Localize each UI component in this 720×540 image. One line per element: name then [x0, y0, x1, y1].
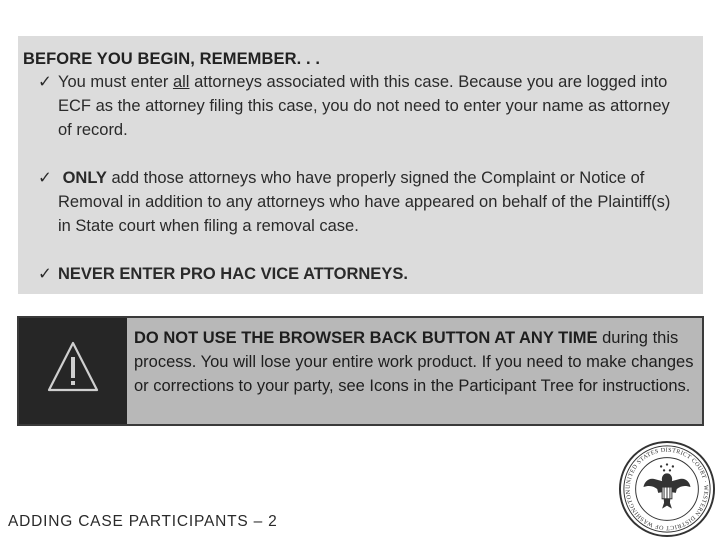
reminder-item-text-part: You must enter	[58, 73, 173, 91]
checkmark-icon: ✓	[38, 73, 52, 91]
reminder-item-text	[38, 70, 683, 142]
reminder-box	[18, 36, 703, 294]
seal-text: UNITED STATES DISTRICT COURT · WESTERN DISTRICT OF WASHINGTON	[625, 447, 709, 531]
warning-triangle-icon	[46, 340, 100, 394]
reminder-item-only-signed-attorneys	[38, 166, 683, 238]
reminder-item-text-part: add those attorneys who have properly signed the Complaint or Notice of Removal in addition to any attorneys who have appeared on behalf of the Plaintiff(s) in State court when filing a removal case.	[58, 169, 671, 235]
warning-text	[134, 326, 694, 398]
reminder-item-enter-all-attorneys	[38, 70, 683, 142]
reminder-item-no-pro-hac-vice	[38, 262, 683, 286]
warning-body: during this process. You will lose your entire work product. If you need to make changes or corrections to your party, see Icons in the Participant Tree for instructions.	[134, 329, 694, 395]
emphasis-all: all	[172, 73, 190, 91]
reminder-item-text: NEVER ENTER PRO HAC VICE ATTORNEYS.	[58, 265, 408, 283]
slide-footer: ADDING CASE PARTICIPANTS – 2	[8, 513, 278, 530]
court-seal-icon	[618, 440, 716, 538]
reminder-item-text-part: attorneys associated with this case. Because you are logged into ECF as the attorney filing this case, you do not need to enter your name as attorney of record.	[58, 73, 670, 139]
checkmark-icon: ✓	[38, 169, 52, 187]
warning-icon-panel	[19, 318, 127, 424]
reminder-title: BEFORE YOU BEGIN, REMEMBER. . .	[23, 50, 321, 68]
warning-box	[17, 316, 704, 426]
checkmark-icon: ✓	[38, 265, 52, 283]
reminder-item-text	[38, 166, 683, 238]
emphasis-only: ONLY	[62, 169, 107, 187]
warning-emphasis: DO NOT USE THE BROWSER BACK BUTTON AT ANY TIME	[134, 329, 598, 347]
